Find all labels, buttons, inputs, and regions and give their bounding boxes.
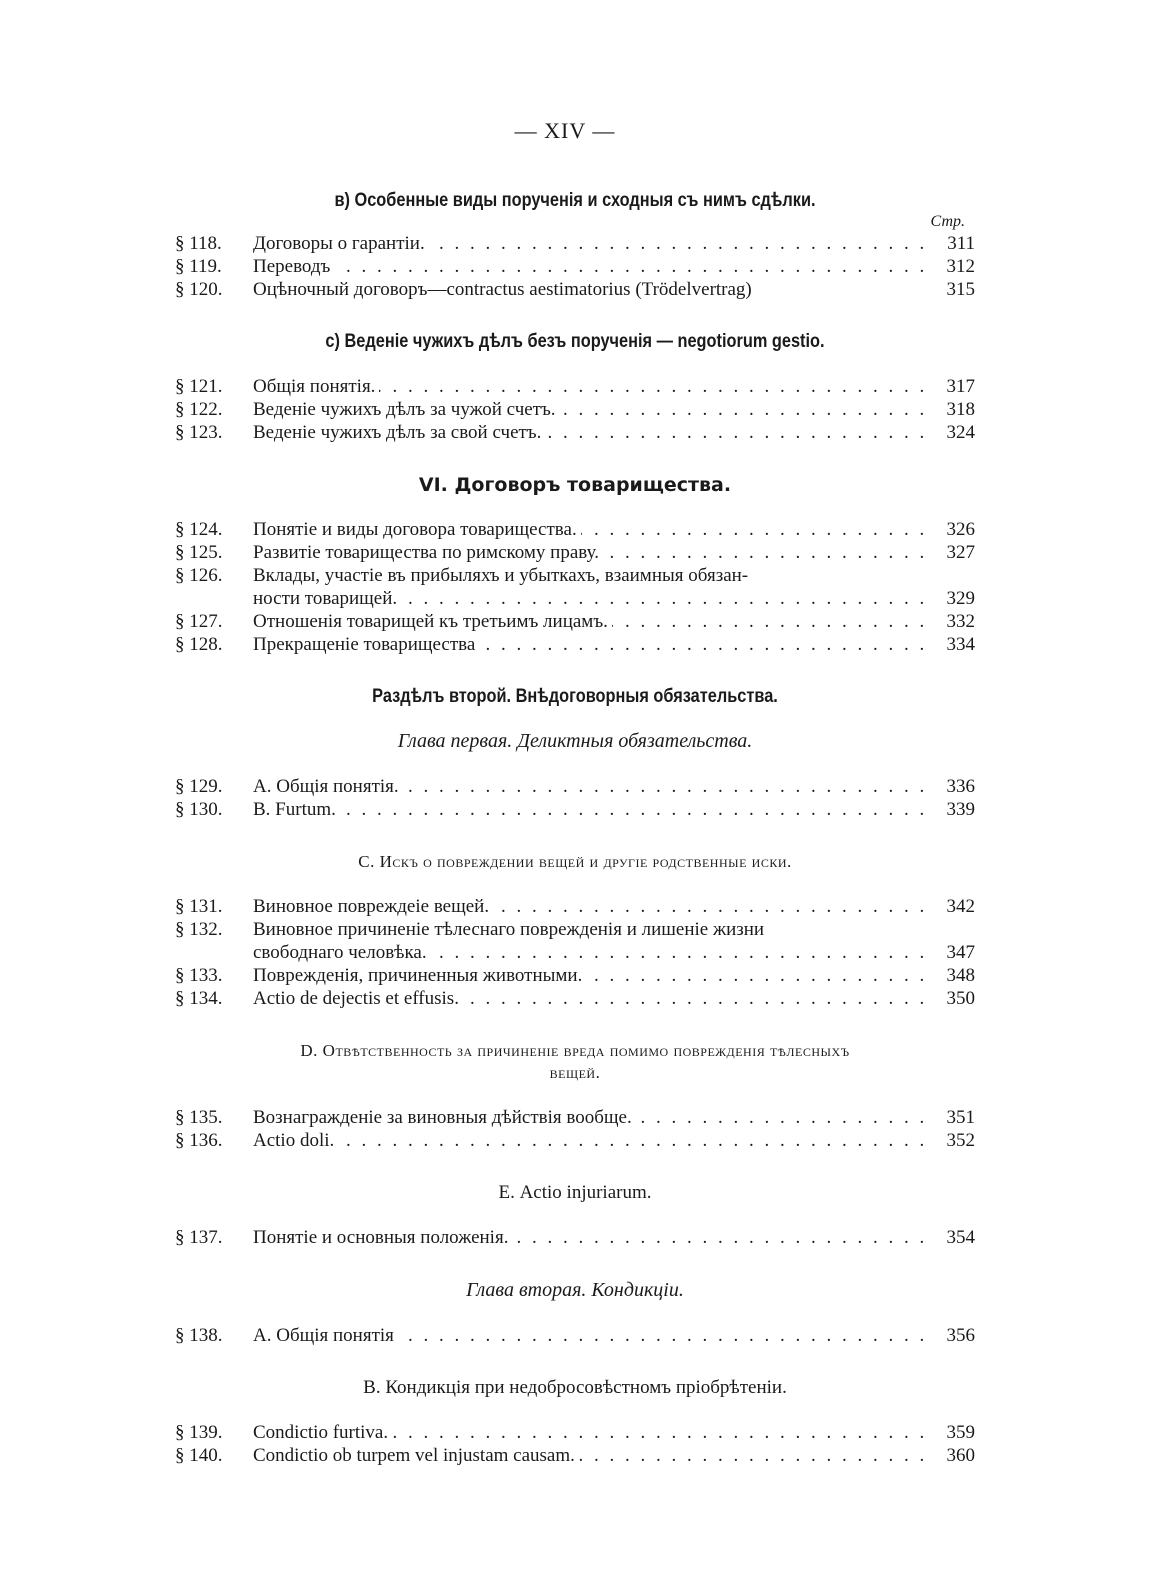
entry-number: § 125.	[175, 542, 223, 563]
entry-number: § 133.	[175, 965, 223, 986]
entry-page: 334	[931, 633, 975, 656]
toc-entry	[175, 1421, 975, 1444]
entry-page: 351	[931, 1106, 975, 1129]
section-entries	[175, 518, 975, 656]
section-entries	[175, 775, 975, 821]
entry-title: Actio doli.	[253, 1130, 338, 1151]
toc-entry	[175, 278, 975, 301]
toc-entry	[175, 564, 975, 587]
toc-entry	[175, 895, 975, 918]
entry-title: Поврежденія, причиненныя животными.	[253, 965, 586, 986]
entry-title: Виновное повреждеіе вещей.	[253, 896, 493, 917]
subsection-heading: B. Кондикція при недобросовѣстномъ пріобрѣтеніи.	[363, 1377, 787, 1398]
section-heading: VI. Договоръ товарищества.	[418, 474, 732, 496]
entry-title: Вклады, участіе въ прибыляхъ и убыткахъ, взаимныя обязан-	[253, 565, 749, 586]
entry-number: § 138.	[175, 1325, 223, 1346]
section-entries	[175, 375, 975, 444]
entry-title: Виновное причиненіе тѣлеснаго поврежденія и лишеніе жизни	[253, 919, 765, 940]
toc-entry	[175, 375, 975, 398]
entry-number: § 120.	[175, 279, 223, 300]
toc-entry	[175, 964, 975, 987]
entry-number: § 129.	[175, 776, 223, 797]
entry-number: § 118.	[175, 233, 222, 254]
entry-page: 352	[931, 1129, 975, 1152]
entry-number: § 124.	[175, 519, 223, 540]
entry-title: А. Общія понятія	[253, 1325, 398, 1346]
subsection-heading-line: D. Отвѣтственность за причиненіе вреда помимо поврежденія тѣлесныхъ	[300, 1041, 850, 1060]
toc-entry	[175, 232, 975, 255]
entry-title: Переводъ	[253, 256, 334, 277]
toc-entry	[175, 918, 975, 941]
entry-page: 329	[946, 588, 975, 609]
entry-title: Договоры о гарантіи.	[253, 233, 429, 254]
entry-number: § 135.	[175, 1107, 223, 1128]
entry-title-continuation: свободнаго человѣка.	[253, 942, 431, 963]
entry-page: 347	[946, 942, 975, 963]
entry-page: 356	[931, 1324, 975, 1347]
entry-title-continuation: ности товарищей.	[253, 588, 401, 609]
toc-entry	[175, 421, 975, 444]
toc-entry	[175, 1324, 975, 1347]
entry-page: 327	[931, 541, 975, 564]
section-entries	[175, 1324, 975, 1347]
chapter-heading: Глава первая. Деликтныя обязательства.	[397, 730, 753, 752]
entry-number: § 122.	[175, 399, 223, 420]
entry-page: 315	[931, 278, 975, 301]
entry-title: Condictio ob turpem vel injustam causam.	[253, 1445, 579, 1466]
entry-title: Понятіе и виды договора товарищества.	[253, 519, 581, 540]
toc-entry	[175, 518, 975, 541]
subsection-heading	[175, 1040, 975, 1084]
table-of-contents	[175, 190, 975, 1467]
toc-entry	[175, 987, 975, 1010]
entry-number: § 126.	[175, 565, 223, 586]
toc-entry	[175, 541, 975, 564]
entry-title: Actio de dejectis et effusis.	[253, 988, 463, 1009]
entry-page: 332	[931, 610, 975, 633]
entry-title: Прекращеніе товарищества	[253, 634, 479, 655]
subsection-heading: С. Искъ о повреждении вещей и другіе родственные иски.	[358, 852, 792, 871]
section-entries	[175, 1421, 975, 1467]
subsection-heading: Е. Actio injuriarum.	[498, 1182, 652, 1203]
toc-entry	[175, 798, 975, 821]
entry-number: § 131.	[175, 896, 223, 917]
entry-page: 350	[931, 987, 975, 1010]
toc-entry	[175, 1444, 975, 1467]
section-entries	[175, 232, 975, 301]
entry-number: § 132.	[175, 919, 223, 940]
entry-title: B. Furtum.	[253, 799, 340, 820]
toc-entry	[175, 610, 975, 633]
entry-page: 339	[931, 798, 975, 821]
entry-page: 336	[931, 775, 975, 798]
chapter-heading: Глава вторая. Кондикціи.	[466, 1279, 684, 1301]
entry-title: Вознагражденіе за виновныя дѣйствія вообще.	[253, 1107, 636, 1128]
entry-page: 354	[931, 1226, 975, 1249]
toc-entry	[175, 775, 975, 798]
entry-page: 326	[931, 518, 975, 541]
entry-title: Condictio furtiva.	[253, 1422, 392, 1443]
page-column-label: Стр.	[930, 213, 965, 230]
entry-title: Веденіе чужихъ дѣлъ за свой счетъ.	[253, 422, 545, 443]
entry-title: Развитіе товарищества по римскому праву.	[253, 542, 603, 563]
toc-entry	[175, 1106, 975, 1129]
section-entries	[175, 1106, 975, 1152]
page-number: — XIV —	[514, 118, 616, 143]
entry-number: § 140.	[175, 1445, 223, 1466]
entry-number: § 127.	[175, 611, 223, 632]
part-heading: Раздѣлъ второй. Внѣдоговорныя обязательства.	[372, 686, 778, 707]
entry-number: § 134.	[175, 988, 223, 1009]
entry-number: § 119.	[175, 256, 222, 277]
entry-title: Понятіе и основныя положенія.	[253, 1227, 512, 1248]
entry-title: Веденіе чужихъ дѣлъ за чужой счетъ.	[253, 399, 560, 420]
entry-title: Отношенія товарищей къ третьимъ лицамъ.	[253, 611, 612, 632]
entry-page: 348	[931, 964, 975, 987]
entry-title: А. Общія понятія.	[253, 776, 403, 797]
toc-entry-continuation	[175, 941, 975, 964]
section-entries	[175, 1226, 975, 1249]
entry-page: 324	[931, 421, 975, 444]
entry-number: § 123.	[175, 422, 223, 443]
entry-number: § 130.	[175, 799, 223, 820]
section-heading: с) Веденіе чужихъ дѣлъ безъ порученія — negotiorum gestio.	[325, 331, 825, 352]
toc-entry	[175, 1226, 975, 1249]
entry-number: § 128.	[175, 634, 223, 655]
entry-number: § 121.	[175, 376, 223, 397]
entry-page: 317	[931, 375, 975, 398]
entry-title: Общія понятія.	[253, 376, 379, 397]
entry-page: 342	[931, 895, 975, 918]
entry-page: 318	[931, 398, 975, 421]
entry-page: 359	[931, 1421, 975, 1444]
subsection-heading-line: вещей.	[549, 1063, 601, 1082]
entry-page: 360	[931, 1444, 975, 1467]
entry-number: § 136.	[175, 1130, 223, 1151]
entry-page: 311	[931, 232, 975, 255]
entry-title: Оцѣночный договоръ—contractus aestimatorius (Trödelvertrag)	[253, 279, 756, 300]
toc-entry	[175, 398, 975, 421]
toc-entry	[175, 255, 975, 278]
entry-page: 312	[931, 255, 975, 278]
section-entries	[175, 895, 975, 1010]
section-heading: в) Особенные виды порученія и сходныя съ нимъ сдѣлки.	[334, 190, 816, 211]
entry-number: § 139.	[175, 1422, 223, 1443]
toc-entry	[175, 633, 975, 656]
toc-entry	[175, 1129, 975, 1152]
entry-number: § 137.	[175, 1227, 223, 1248]
toc-entry-continuation	[175, 587, 975, 610]
